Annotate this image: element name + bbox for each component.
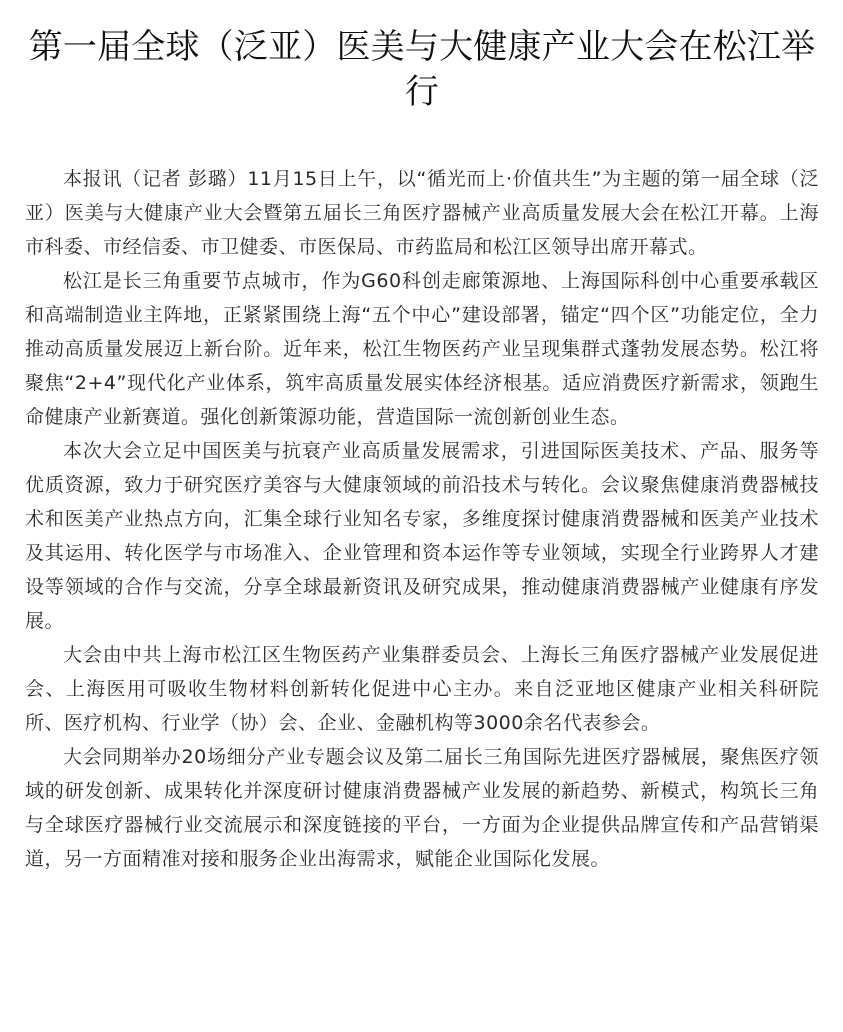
- article-body: [25, 162, 819, 876]
- article-paragraph: 大会由中共上海市松江区生物医药产业集群委员会、上海长三角医疗器械产业发展促进会、上海医用可吸收生物材料创新转化促进中心主办。来自泛亚地区健康产业相关科研院所、医疗机构、行业学（协）会、企业、金融机构等3000余名代表参会。: [25, 644, 819, 734]
- article-paragraph: 松江是长三角重要节点城市，作为G60科创走廊策源地、上海国际科创中心重要承载区和高端制造业主阵地，正紧紧围绕上海“五个中心”建设部署，锚定“四个区”功能定位，全力推动高质量发展迈上新台阶。近年来，松江生物医药产业呈现集群式蓬勃发展态势。松江将聚焦“2+4”现代化产业体系，筑牢高质量发展实体经济根基。适应消费医疗新需求，领跑生命健康产业新赛道。强化创新策源功能，营造国际一流创新创业生态。: [25, 270, 819, 428]
- article-paragraph: 本报讯（记者 彭璐）11月15日上午，以“循光而上·价值共生”为主题的第一届全球（泛亚）医美与大健康产业大会暨第五届长三角医疗器械产业高质量发展大会在松江开幕。上海市科委、市经信委、市卫健委、市医保局、市药监局和松江区领导出席开幕式。: [25, 168, 819, 258]
- article-paragraph: 本次大会立足中国医美与抗衰产业高质量发展需求，引进国际医美技术、产品、服务等优质资源，致力于研究医疗美容与大健康领域的前沿技术与转化。会议聚焦健康消费器械技术和医美产业热点方向，汇集全球行业知名专家，多维度探讨健康消费器械和医美产业技术及其运用、转化医学与市场准入、企业管理和资本运作等专业领域，实现全行业跨界人才建设等领域的合作与交流，分享全球最新资讯及研究成果，推动健康消费器械产业健康有序发展。: [25, 440, 819, 632]
- article-title: 第一届全球（泛亚）医美与大健康产业大会在松江举行: [28, 27, 816, 112]
- article-paragraph: 大会同期举办20场细分产业专题会议及第二届长三角国际先进医疗器械展，聚焦医疗领域的研发创新、成果转化并深度研讨健康消费器械产业发展的新趋势、新模式，构筑长三角与全球医疗器械行业交流展示和深度链接的平台，一方面为企业提供品牌宣传和产品营销渠道，另一方面精准对接和服务企业出海需求，赋能企业国际化发展。: [25, 746, 819, 870]
